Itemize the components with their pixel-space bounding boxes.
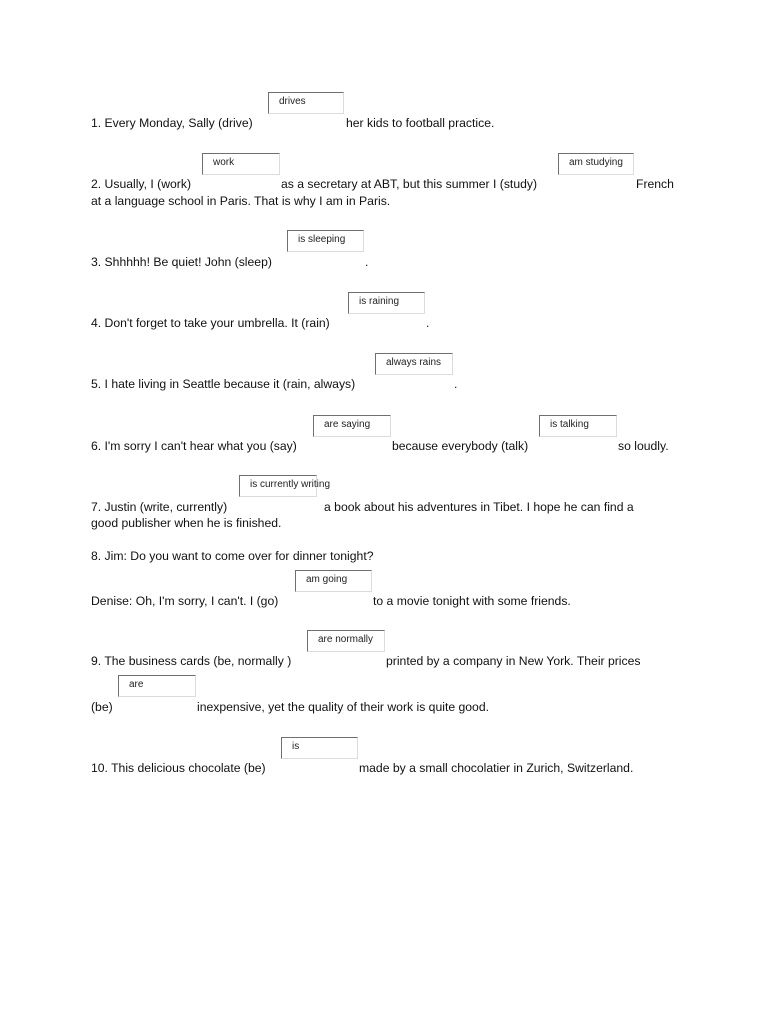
answer-field-2a[interactable]: work [202,153,280,175]
sentence-9-part-d: inexpensive, yet the quality of their work is quite good. [197,700,489,714]
answer-field-4[interactable]: is raining [348,292,425,314]
sentence-6-part-b: because everybody (talk) [392,439,529,453]
answer-field-3[interactable]: is sleeping [287,230,364,252]
sentence-6-part-a: 6. I'm sorry I can't hear what you (say) [91,439,297,453]
sentence-10-part-a: 10. This delicious chocolate (be) [91,761,266,775]
sentence-3-part-b: . [365,255,369,269]
sentence-1-part-a: 1. Every Monday, Sally (drive) [91,116,253,130]
answer-field-9a[interactable]: are normally [307,630,385,652]
sentence-8-part-a: Denise: Oh, I'm sorry, I can't. I (go) [91,594,279,608]
answer-field-2b[interactable]: am studying [558,153,634,175]
sentence-2-part-c: French [636,177,674,191]
answer-field-1[interactable]: drives [268,92,344,114]
answer-field-6a[interactable]: are saying [313,415,391,437]
sentence-2-part-a: 2. Usually, I (work) [91,177,191,191]
sentence-5-part-b: . [454,377,458,391]
sentence-8-line-1: 8. Jim: Do you want to come over for dinner tonight? [91,549,374,563]
sentence-7-part-b: a book about his adventures in Tibet. I hope he can find a [324,500,634,514]
sentence-4-part-a: 4. Don't forget to take your umbrella. It (rain) [91,316,330,330]
answer-field-7[interactable]: is currently writing [239,475,317,497]
answer-field-5[interactable]: always rains [375,353,453,375]
answer-field-9b[interactable]: are [118,675,196,697]
sentence-2-line-2: at a language school in Paris. That is why I am in Paris. [91,194,391,208]
sentence-10-part-b: made by a small chocolatier in Zurich, Switzerland. [359,761,634,775]
answer-field-6b[interactable]: is talking [539,415,617,437]
sentence-7-line-2: good publisher when he is finished. [91,516,282,530]
sentence-1-part-b: her kids to football practice. [346,116,495,130]
sentence-2-part-b: as a secretary at ABT, but this summer I (study) [281,177,538,191]
sentence-4-part-b: . [426,316,430,330]
sentence-3-part-a: 3. Shhhhh! Be quiet! John (sleep) [91,255,272,269]
sentence-9-part-c: (be) [91,700,113,714]
sentence-7-part-a: 7. Justin (write, currently) [91,500,228,514]
sentence-6-part-c: so loudly. [618,439,669,453]
sentence-9-part-a: 9. The business cards (be, normally ) [91,654,292,668]
sentence-5-part-a: 5. I hate living in Seattle because it (rain, always) [91,377,356,391]
answer-field-8[interactable]: am going [295,570,372,592]
sentence-8-part-b: to a movie tonight with some friends. [373,594,571,608]
sentence-9-part-b: printed by a company in New York. Their prices [386,654,641,668]
answer-field-10[interactable]: is [281,737,358,759]
